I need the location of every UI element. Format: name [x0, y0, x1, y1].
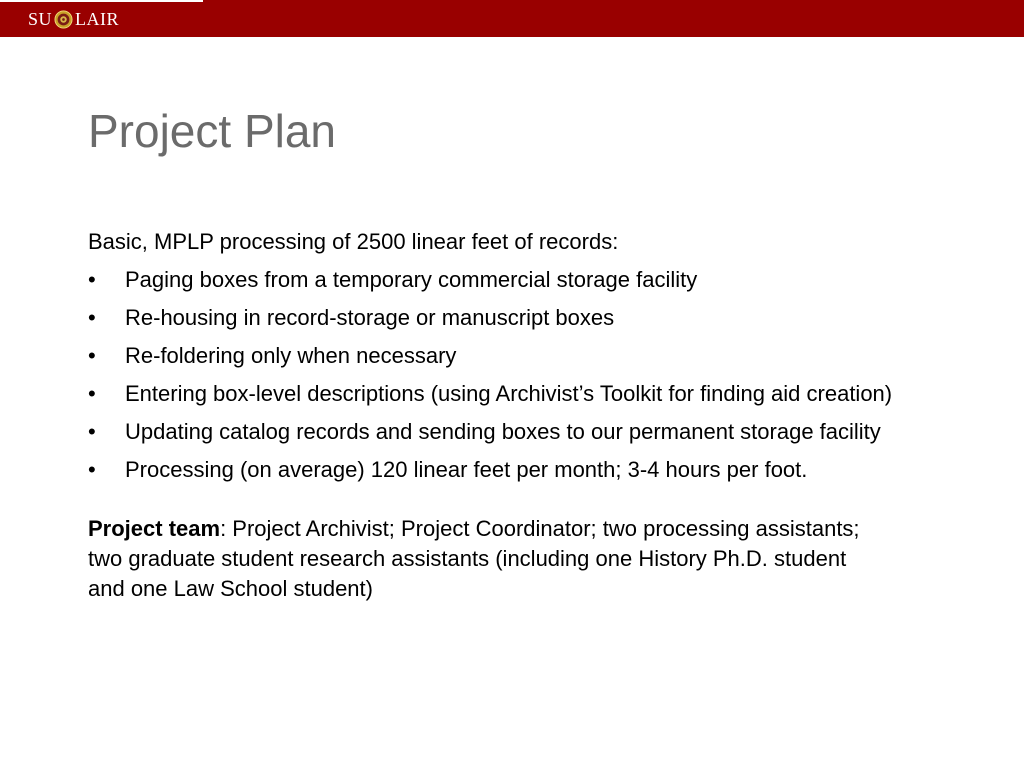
bullet-text: Processing (on average) 120 linear feet per month; 3-4 hours per foot.: [125, 457, 808, 482]
bullet-list: [88, 265, 968, 485]
logo-text-lair: LAIR: [75, 8, 120, 29]
seal-icon: [54, 10, 73, 29]
bullet-text: Re-foldering only when necessary: [125, 343, 457, 368]
bullet-marker: •: [88, 343, 96, 368]
project-team-text: : Project Archivist; Project Coordinator; two processing assistants; two graduate student research assistants (including one History Ph.D. student and one Law School student): [88, 516, 860, 601]
slide-title: Project Plan: [88, 105, 337, 157]
logo-text-su: SU: [28, 8, 53, 29]
bullet-item: [88, 379, 968, 409]
header-bar: [0, 0, 1024, 37]
bullet-item: [88, 455, 968, 485]
bullet-marker: •: [88, 381, 96, 406]
bullet-item: [88, 417, 968, 447]
bullet-marker: •: [88, 267, 96, 292]
bullet-text: Paging boxes from a temporary commercial storage facility: [125, 267, 698, 292]
project-team-label: Project team: [88, 516, 221, 541]
header-highlight-line: [0, 0, 203, 2]
bullet-marker: •: [88, 305, 96, 330]
bullet-text: Re-housing in record-storage or manuscript boxes: [125, 305, 615, 330]
bullet-text: Entering box-level descriptions (using Archivist’s Toolkit for finding aid creation): [125, 381, 893, 406]
bullet-item: [88, 303, 968, 333]
bullet-text: Updating catalog records and sending boxes to our permanent storage facility: [125, 419, 881, 444]
bullet-item: [88, 341, 968, 371]
intro-text: Basic, MPLP processing of 2500 linear feet of records:: [88, 229, 619, 254]
bullet-item: [88, 265, 968, 295]
bullet-marker: •: [88, 419, 96, 444]
project-team-paragraph: [88, 514, 888, 604]
bullet-marker: •: [88, 457, 96, 482]
slide-body: [88, 227, 968, 604]
sulair-logo: [28, 8, 119, 30]
